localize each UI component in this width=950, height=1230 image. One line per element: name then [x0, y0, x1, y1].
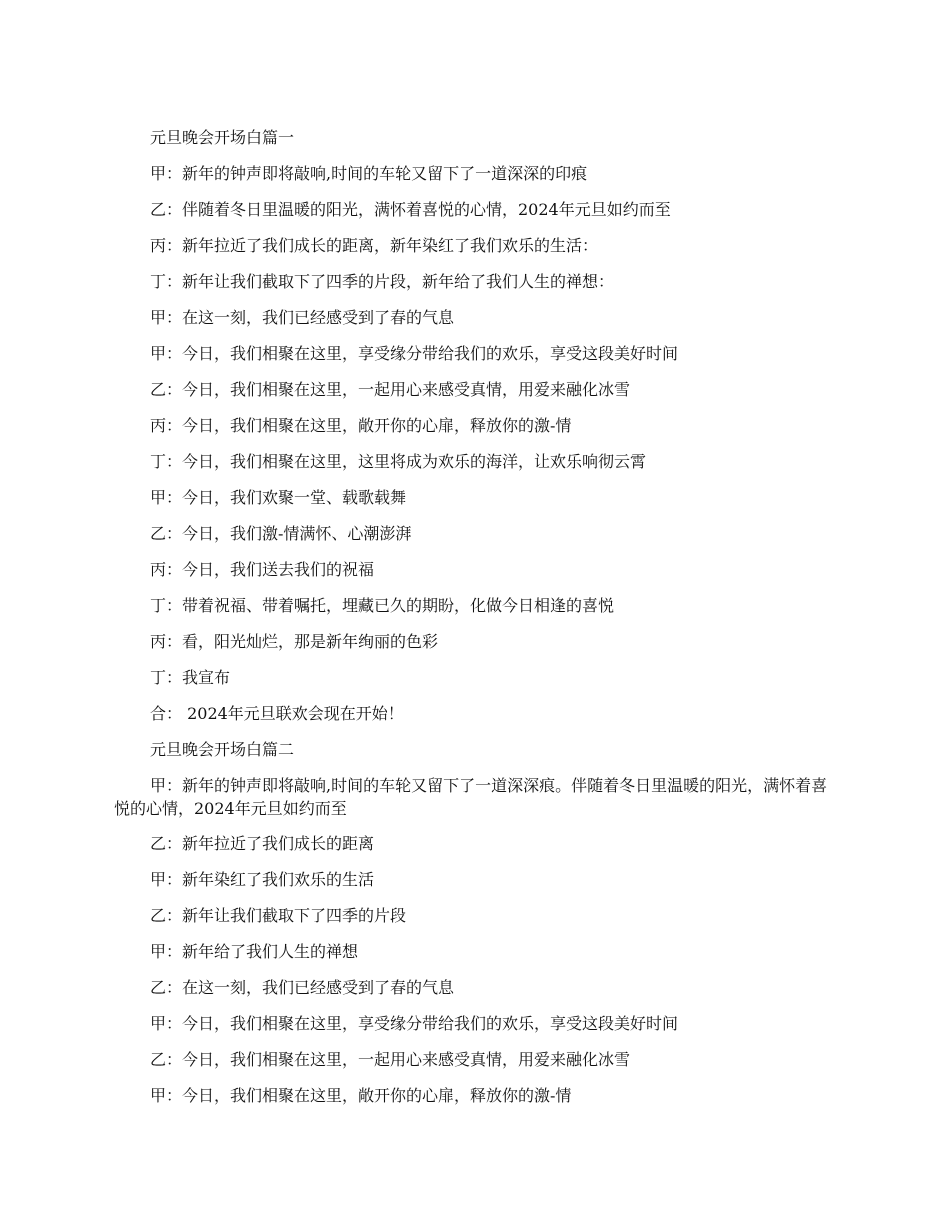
dialogue-line: 甲：新年的钟声即将敲响,时间的车轮又留下了一道深深痕。伴随着冬日里温暖的阳光，满怀着喜悦的心情，2024年元旦如约而至 [114, 776, 828, 818]
dialogue-line: 乙：新年拉近了我们成长的距离 [150, 834, 375, 853]
dialogue-line: 甲：今日，我们相聚在这里，享受缘分带给我们的欢乐，享受这段美好时间 [150, 344, 679, 363]
dialogue-line: 甲：在这一刻，我们已经感受到了春的气息 [150, 308, 455, 327]
dialogue-line: 乙：在这一刻，我们已经感受到了春的气息 [150, 978, 455, 997]
section-heading-2: 元旦晚会开场白篇二 [150, 740, 295, 759]
dialogue-line: 丁：今日，我们相聚在这里，这里将成为欢乐的海洋，让欢乐响彻云霄 [150, 452, 647, 471]
dialogue-line: 丁：带着祝福、带着嘱托，埋藏已久的期盼，化做今日相逢的喜悦 [150, 596, 615, 615]
dialogue-line: 丁：新年让我们截取下了四季的片段，新年给了我们人生的禅想： [150, 272, 615, 291]
dialogue-line: 乙：今日，我们相聚在这里，一起用心来感受真情，用爱来融化冰雪 [150, 1050, 631, 1069]
dialogue-line: 丙：今日，我们送去我们的祝福 [150, 560, 375, 579]
dialogue-line: 乙：伴随着冬日里温暖的阳光，满怀着喜悦的心情，2024年元旦如约而至 [150, 200, 671, 219]
dialogue-line: 乙：今日，我们激-情满怀、心潮澎湃 [150, 524, 412, 543]
dialogue-line: 甲：新年给了我们人生的禅想 [150, 942, 359, 961]
dialogue-line: 甲：新年染红了我们欢乐的生活 [150, 870, 375, 889]
dialogue-line: 乙：今日，我们相聚在这里，一起用心来感受真情，用爱来融化冰雪 [150, 380, 631, 399]
dialogue-line: 合： 2024年元旦联欢会现在开始！ [150, 704, 404, 723]
dialogue-line: 甲：今日，我们相聚在这里，享受缘分带给我们的欢乐，享受这段美好时间 [150, 1014, 679, 1033]
section-heading-1: 元旦晚会开场白篇一 [150, 128, 295, 147]
dialogue-line: 甲：今日，我们相聚在这里，敞开你的心扉，释放你的激-情 [150, 1086, 572, 1105]
dialogue-line: 丁：我宣布 [150, 668, 231, 687]
dialogue-line: 甲：今日，我们欢聚一堂、载歌载舞 [150, 488, 407, 507]
document-body [114, 126, 834, 1120]
dialogue-line: 丙：今日，我们相聚在这里，敞开你的心扉，释放你的激-情 [150, 416, 572, 435]
dialogue-line: 丙：新年拉近了我们成长的距离，新年染红了我们欢乐的生活： [150, 236, 599, 255]
dialogue-line: 甲：新年的钟声即将敲响,时间的车轮又留下了一道深深的印痕 [150, 164, 588, 183]
dialogue-line: 丙：看，阳光灿烂，那是新年绚丽的色彩 [150, 632, 439, 651]
dialogue-line: 乙：新年让我们截取下了四季的片段 [150, 906, 407, 925]
